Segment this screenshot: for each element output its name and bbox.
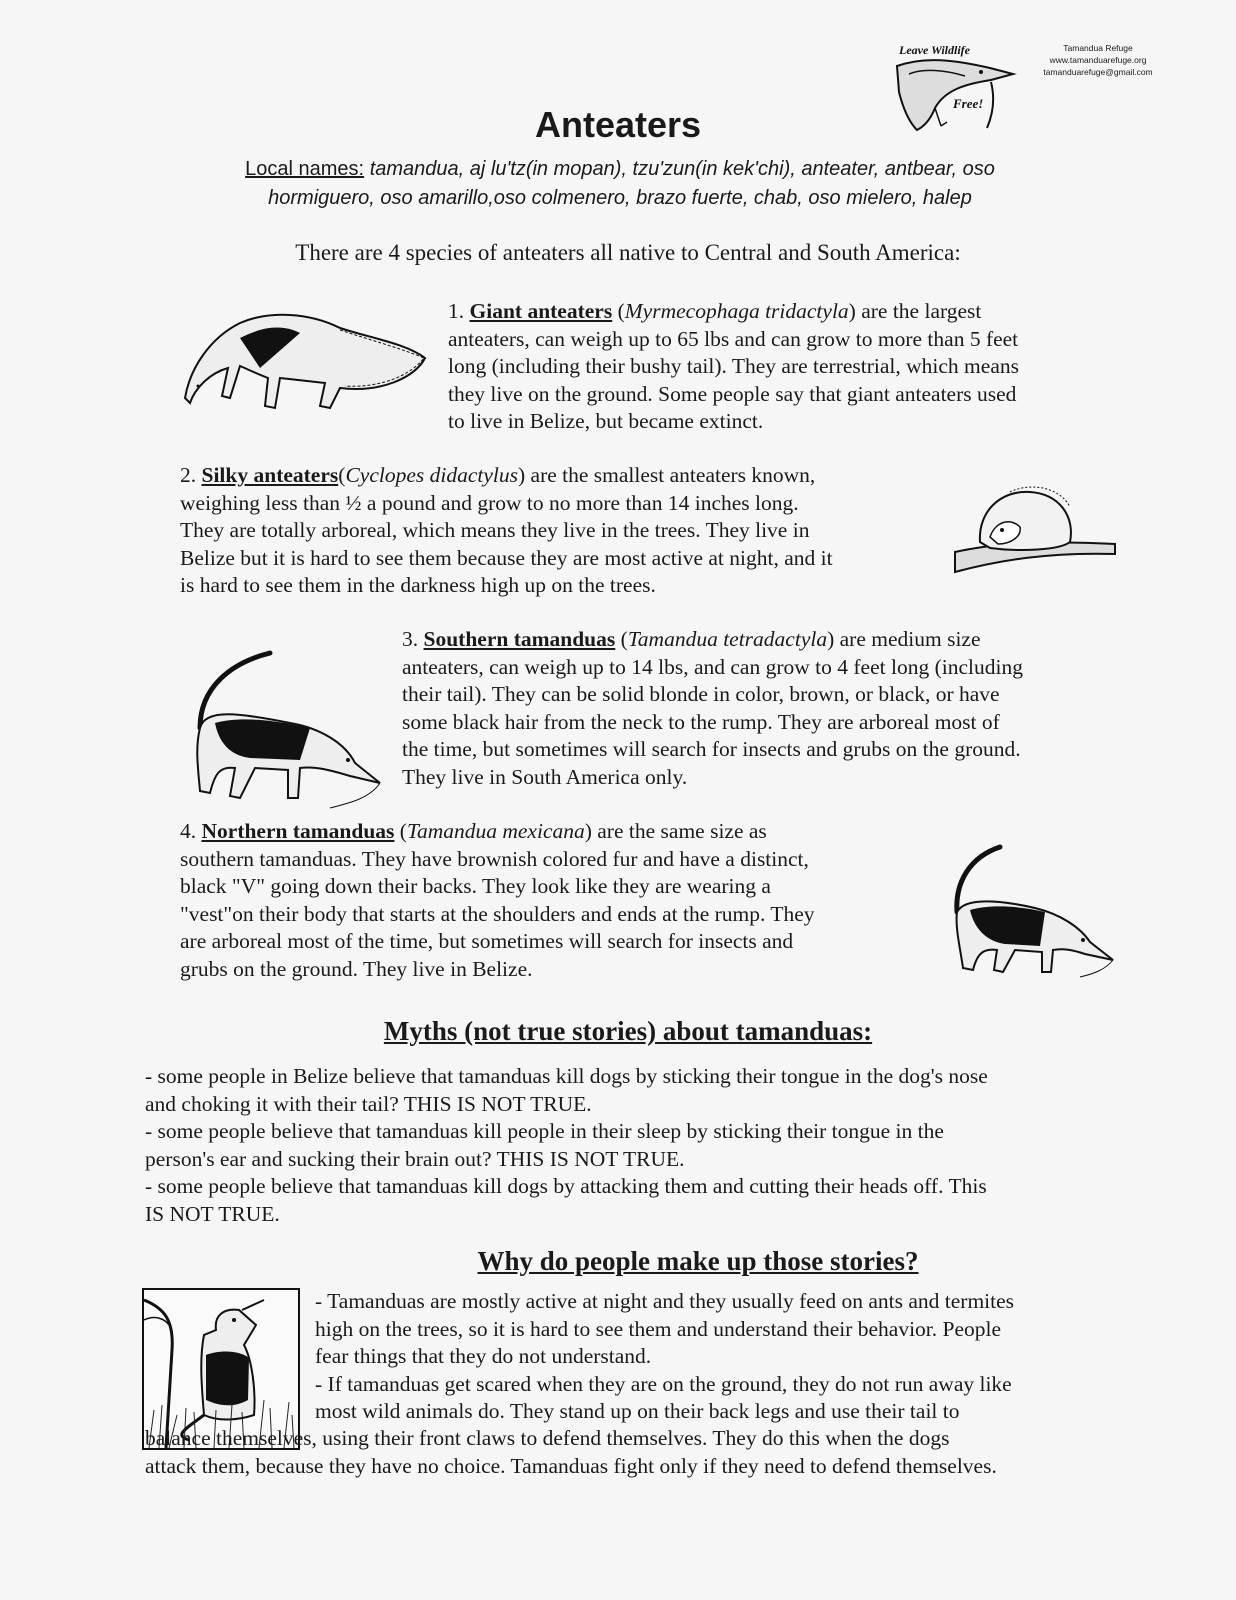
giant-anteater-illustration: [180, 298, 430, 428]
myths-text: - some people in Belize believe that tamanduas kill dogs by sticking their tongue in the dog's nose and choking it with their tail? THIS IS NOT TRUE. - some people believe that tamanduas kill people in their sleep by sticking their tongue in the person's ear and sucking their brain out? THIS IS NOT TRUE. - some people believe that tamanduas kill dogs by attacking them and cutting their heads off. This IS NOT TRUE.: [145, 1064, 988, 1226]
species-1-text: 1. Giant anteaters (Myrmecophaga tridactyla) are the largest anteaters, can weigh up to 65 lbs and can grow to more than 5 feet long (including their bushy tail). They are terrestrial, which means they live on the ground. Some people say that giant anteaters used to live in Belize, but became extinct.: [448, 299, 1019, 433]
local-names-line2: hormiguero, oso amarillo,oso colmenero, brazo fuerte, chab, oso mielero, halep: [268, 187, 972, 209]
southern-tamandua-icon: [180, 648, 390, 823]
logo-text-top: Leave Wildlife: [899, 43, 970, 57]
website: www.tamanduarefuge.org: [1049, 55, 1147, 65]
northern-tamandua-illustration: [945, 842, 1120, 992]
email: tamanduarefuge@gmail.com: [1043, 67, 1153, 77]
page-title: Anteaters: [534, 104, 702, 145]
contact-info: [1028, 42, 1168, 78]
species-4-scientific-name: Tamandua mexicana: [406, 819, 585, 843]
species-2-scientific-name: Cyclopes didactylus: [345, 463, 518, 487]
why-text-indented: - Tamanduas are mostly active at night and they usually feed on ants and termites high on the trees, so it is hard to see them and understand their behavior. People fear things that they do not understand. - If tamanduas get scared when they are on the ground, they do not run away like most wild animals do. They stand up on their back legs and use their tail to: [315, 1289, 1015, 1423]
northern-tamandua-icon: [945, 842, 1120, 992]
silky-anteater-illustration: [950, 482, 1120, 592]
local-names-line1: tamandua, aj lu'tz(in mopan), tzu'zun(in kek'chi), anteater, antbear, oso: [369, 158, 995, 180]
giant-anteater-icon: [180, 298, 430, 428]
species-3-scientific-name: Tamandua tetradactyla: [627, 627, 828, 651]
local-names-label: Local names:: [245, 158, 365, 180]
southern-tamandua-illustration: [180, 648, 390, 823]
silky-anteater-icon: [950, 482, 1120, 592]
species-4-common-name: Northern tamanduas: [201, 819, 395, 843]
why-heading: Why do people make up those stories?: [477, 1246, 919, 1276]
species-2-common-name: Silky anteaters: [201, 463, 339, 487]
local-names: [180, 155, 1060, 213]
species-1-scientific-name: Myrmecophaga tridactyla: [624, 299, 849, 323]
species-4-text: 4. Northern tamanduas (Tamandua mexicana) are the same size as southern tamanduas. They have brownish colored fur and have a distinct, black "V" going down their backs. They look like they are wearing a "vest"on their body that starts at the shoulders and ends at the rump. They are arboreal most of the time, but sometimes will search for insects and grubs on the ground. They live in Belize.: [180, 819, 815, 981]
why-text-full: balance themselves, using their front claws to defend themselves. They do this when the dogs attack them, because they have no choice. Tamanduas fight only if they need to defend themselves.: [145, 1426, 997, 1478]
species-3-text: 3. Southern tamanduas (Tamandua tetradactyla) are medium size anteaters, can weigh up to 14 lbs, and can grow to 4 feet long (including their tail). They can be solid blonde in color, brown, or black, or have some black hair from the neck to the rump. They are arboreal most of the time, but sometimes will search for insects and grubs on the ground. They live in South America only.: [402, 627, 1023, 789]
myths-heading: Myths (not true stories) about tamanduas:: [383, 1016, 873, 1046]
species-2-text: 2. Silky anteaters(Cyclopes didactylus) are the smallest anteaters known, weighing less than ½ a pound and grow to no more than 14 inches long. They are totally arboreal, which means they live in the trees. They live in Belize but it is hard to see them because they are most active at night, and it is hard to see them in the darkness high up on the trees.: [180, 463, 833, 597]
species-1-common-name: Giant anteaters: [469, 299, 613, 323]
logo-text-bottom: Free!: [953, 96, 984, 111]
org-name: Tamandua Refuge: [1063, 43, 1133, 53]
species-3-common-name: Southern tamanduas: [423, 627, 616, 651]
intro-text: There are 4 species of anteaters all native to Central and South America:: [295, 240, 961, 265]
